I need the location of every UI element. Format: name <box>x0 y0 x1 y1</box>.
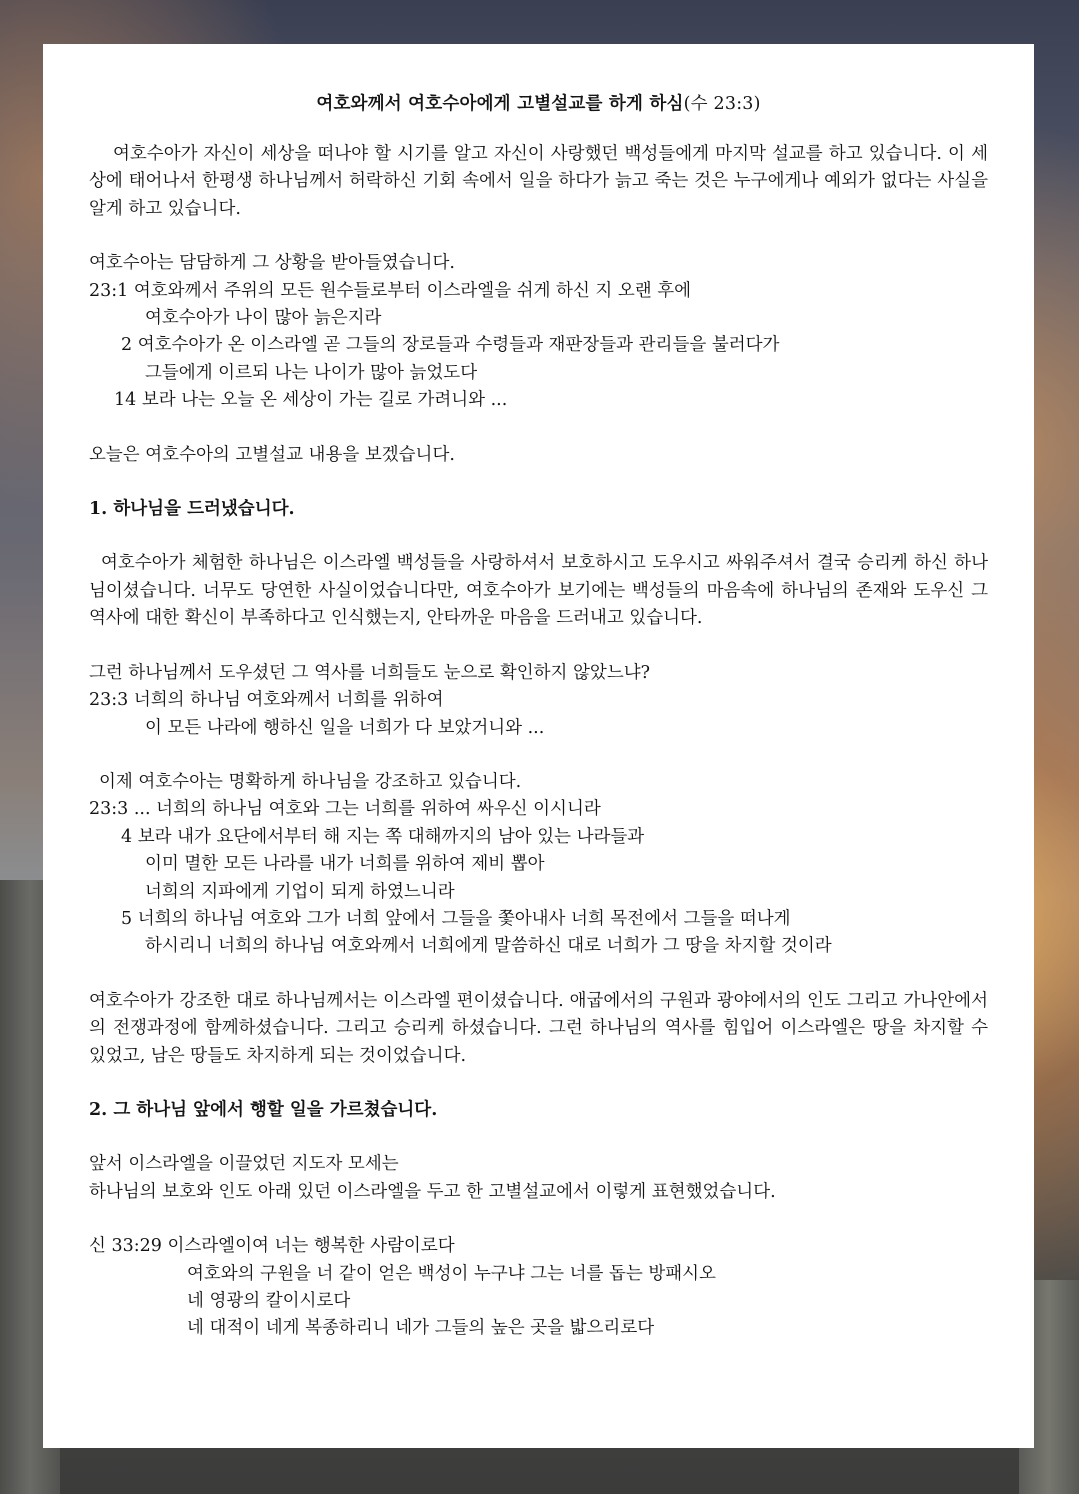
block-god-works <box>89 660 988 742</box>
verse-line: 2 여호수아가 온 이스라엘 곧 그들의 장로들과 수령들과 재판장들과 관리들을 불러다가 <box>121 335 780 356</box>
today-paragraph: 오늘은 여호수아의 고별설교 내용을 보겠습니다. <box>89 444 455 465</box>
verse-line: 이 모든 나라에 행하신 일을 너희가 다 보았거니와 ... <box>145 717 545 738</box>
intro-paragraph: 여호수아가 자신이 세상을 떠나야 할 시기를 알고 자신이 사랑했던 백성들에게 마지막 설교를 하고 있습니다. 이 세상에 태어나서 한평생 하나님께서 허락하신 기회 속에서 일을 하다가 늙고 죽는 것은 누구에게나 예외가 없다는 사실을 알게 하고 있습니다. <box>89 144 988 219</box>
verse-line: 4 보라 내가 요단에서부터 해 지는 쪽 대해까지의 남아 있는 나라들과 <box>121 826 645 847</box>
verse-line: 5 너희의 하나님 여호와 그가 너희 앞에서 그들을 쫓아내사 너희 목전에서 그들을 떠나게 <box>121 908 791 929</box>
section-heading-1: 1. 하나님을 드러냈습니다. <box>89 499 295 520</box>
title-scripture-ref: (수 23:3) <box>683 94 761 114</box>
verse-line: 23:3 너희의 하나님 여호와께서 너희를 위하여 <box>89 690 444 711</box>
verse-line: 23:1 여호와께서 주위의 모든 원수들로부터 이스라엘을 쉬게 하신 지 오랜 후에 <box>89 280 692 301</box>
verse-line: 여호와의 구원을 너 같이 얻은 백성이 누구냐 그는 너를 돕는 방패시오 <box>187 1263 716 1284</box>
text-line: 앞서 이스라엘을 이끌었던 지도자 모세는 <box>89 1154 399 1175</box>
verse-line: 이미 멸한 모든 나라를 내가 너희를 위하여 제비 뽑아 <box>145 854 545 875</box>
verse-line: 여호수아가 나이 많아 늙은지라 <box>145 308 382 329</box>
section-heading-2: 2. 그 하나님 앞에서 행할 일을 가르쳤습니다. <box>89 1099 438 1120</box>
document-title <box>89 90 988 115</box>
text-line: 하나님의 보호와 인도 아래 있던 이스라엘을 두고 한 고별설교에서 이렇게 표현했었습니다. <box>89 1181 776 1202</box>
verse-line: 너희의 지파에게 기업이 되게 하였느니라 <box>145 881 455 902</box>
block-moses <box>89 1151 988 1206</box>
text-line: 여호수아는 담담하게 그 상황을 받아들였습니다. <box>89 253 455 274</box>
text-line: 그런 하나님께서 도우셨던 그 역사를 너희들도 눈으로 확인하지 않았느냐? <box>89 662 651 683</box>
verse-line: 네 대적이 네게 복종하리니 네가 그들의 높은 곳을 밟으리로다 <box>187 1318 655 1339</box>
text-line: 이제 여호수아는 명확하게 하나님을 강조하고 있습니다. <box>99 771 522 792</box>
verse-line: 그들에게 이르되 나는 나이가 많아 늙었도다 <box>145 362 478 383</box>
document-page <box>43 44 1034 1448</box>
verse-line: 신 33:29 이스라엘이여 너는 행복한 사람이로다 <box>89 1236 455 1257</box>
title-main: 여호와께서 여호수아에게 고별설교를 하게 하심 <box>316 94 684 114</box>
block-joshua-context <box>89 250 988 414</box>
block-deuteronomy <box>89 1233 988 1343</box>
section1-paragraph: 여호수아가 체험한 하나님은 이스라엘 백성들을 사랑하셔서 보호하시고 도우시고 싸워주셔서 결국 승리케 하신 하나님이셨습니다. 너무도 당연한 사실이었습니다만, 여호수아가 보기에는 백성들의 마음속에 하나님의 존재와 도우신 그 역사에 대한 확신이 부족하다고 인식했는지, 안타까운 마음을 드러내고 있습니다. <box>89 553 988 629</box>
verse-line: 네 영광의 칼이시로다 <box>187 1291 351 1311</box>
section1-conclusion-paragraph: 여호수아가 강조한 대로 하나님께서는 이스라엘 편이셨습니다. 애굽에서의 구원과 광야에서의 인도 그리고 가나안에서의 전쟁과정에 함께하셨습니다. 그리고 승리케 하셨습니다. 그런 하나님의 역사를 힘입어 이스라엘은 땅을 차지할 수 있었고, 남은 땅들도 차지하게 되는 것이었습니다. <box>89 990 988 1066</box>
block-emphasis <box>89 769 988 961</box>
verse-line: 14 보라 나는 오늘 온 세상이 가는 길로 가려니와 ... <box>114 390 508 411</box>
verse-line: 23:3 ... 너희의 하나님 여호와 그는 너희를 위하여 싸우신 이시니라 <box>89 799 601 820</box>
verse-line: 하시리니 너희의 하나님 여호와께서 너희에게 말씀하신 대로 너희가 그 땅을 차지할 것이라 <box>145 936 832 957</box>
